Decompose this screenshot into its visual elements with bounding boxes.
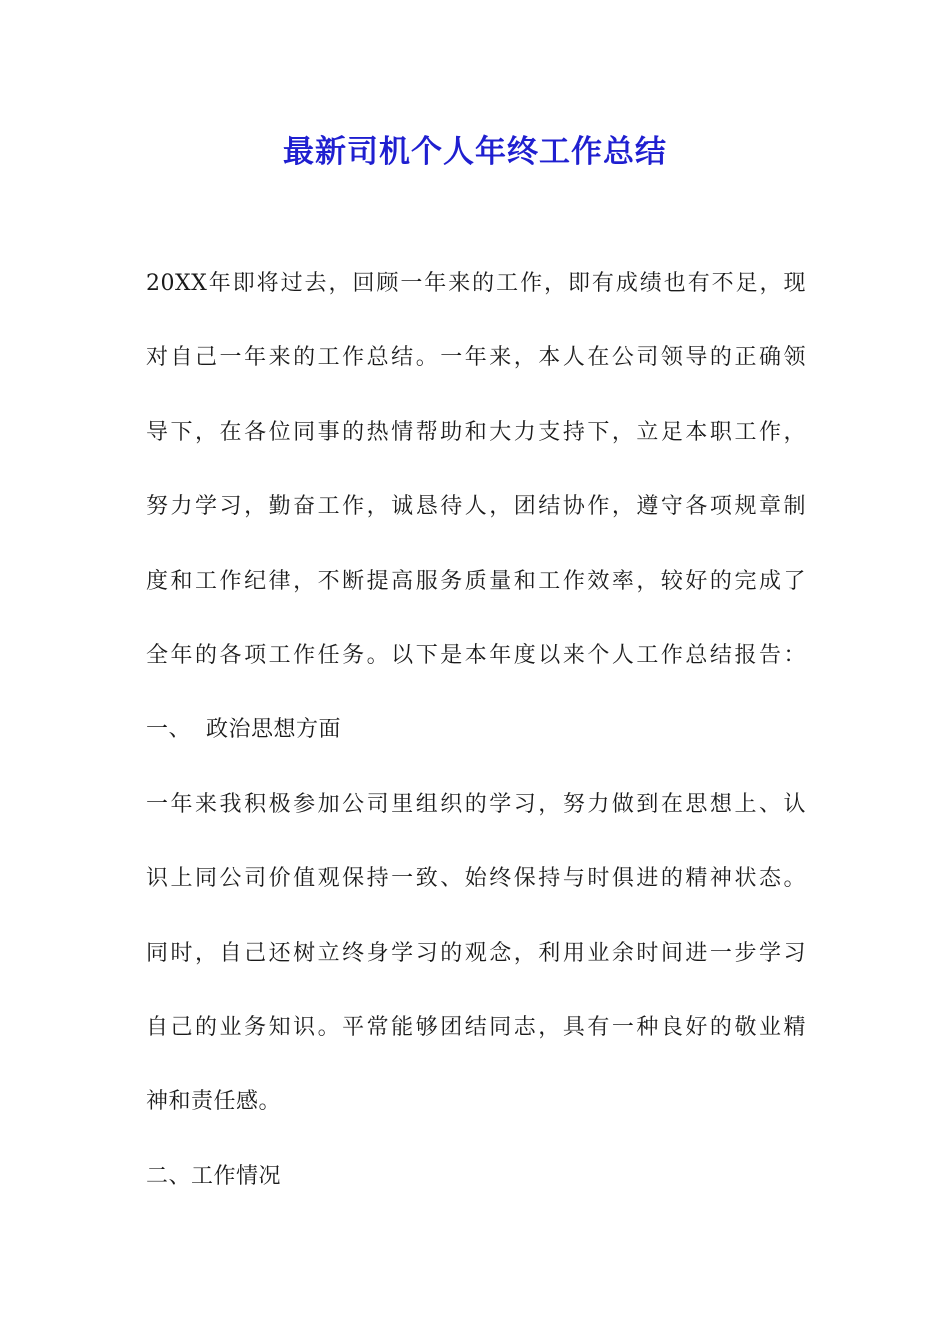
paragraph-line: 20XX年即将过去，回顾一年来的工作，即有成绩也有不足，现: [146, 271, 806, 296]
paragraph-line: 同时，自己还树立终身学习的观念，利用业余时间进一步学习: [146, 940, 806, 966]
document-body: [146, 260, 806, 1227]
paragraph-line: 识上同公司价值观保持一致、始终保持与时俱进的精神状态。: [146, 866, 806, 892]
paragraph-line: 对自己一年来的工作总结。一年来，本人在公司领导的正确领: [146, 345, 806, 371]
paragraph-line: 神和责任感。: [146, 1089, 282, 1115]
document-title: 最新司机个人年终工作总结: [283, 134, 667, 170]
paragraph-line: 努力学习，勤奋工作，诚恳待人，团结协作，遵守各项规章制: [146, 494, 806, 520]
section-heading-work: 二、工作情况: [146, 1163, 282, 1189]
paragraph-line: 一年来我积极参加公司里组织的学习，努力做到在思想上、认: [146, 791, 806, 817]
paragraph-line: 度和工作纪律，不断提高服务质量和工作效率，较好的完成了: [146, 568, 806, 594]
paragraph-line: 导下，在各位同事的热情帮助和大力支持下，立足本职工作，: [146, 419, 806, 445]
paragraph-line: 全年的各项工作任务。以下是本年度以来个人工作总结报告：: [146, 642, 806, 668]
paragraph-line: 自己的业务知识。平常能够团结同志，具有一种良好的敬业精: [146, 1014, 806, 1040]
section-heading-politics: 一、 政治思想方面: [146, 717, 341, 743]
